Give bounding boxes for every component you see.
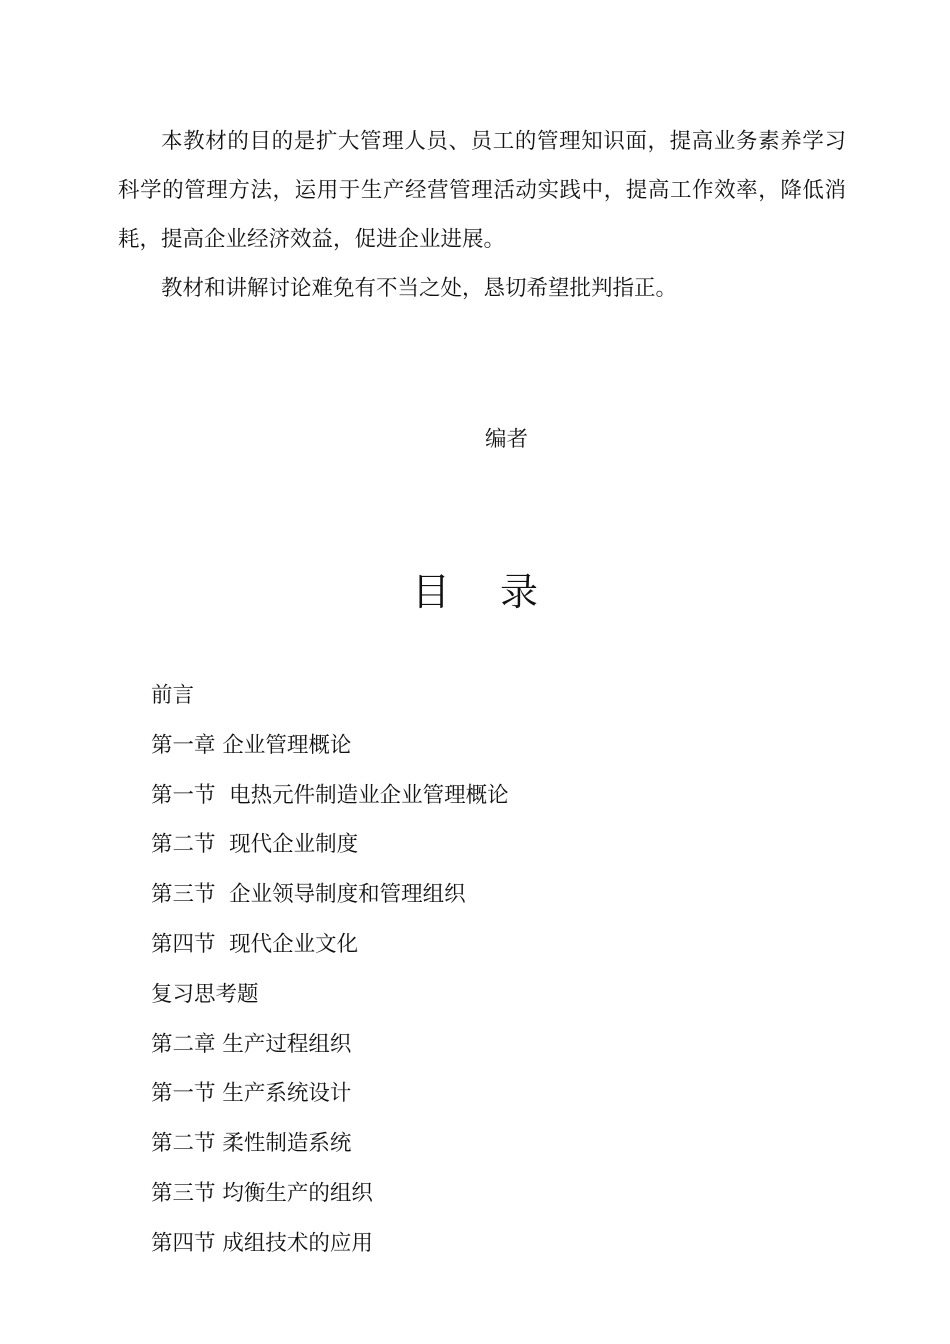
preface-section bbox=[118, 117, 846, 313]
toc-item: 第二节 现代企业制度 bbox=[151, 832, 359, 858]
preface-paragraph: 本教材的目的是扩大管理人员、员工的管理知识面，提高业务素养学习科学的管理方法，运用于生产经营管理活动实践中，提高工作效率，降低消耗，提高企业经济效益，促进企业进展。 bbox=[118, 129, 846, 252]
toc-item: 第四节 成组技术的应用 bbox=[151, 1230, 373, 1256]
toc-item: 第一节 生产系统设计 bbox=[151, 1081, 352, 1107]
toc-item: 第二节 柔性制造系统 bbox=[151, 1131, 352, 1157]
author-signature: 编者 bbox=[485, 427, 529, 452]
toc-title-char: 目 bbox=[411, 570, 450, 614]
toc-item: 第四节 现代企业文化 bbox=[151, 931, 359, 957]
toc-list bbox=[151, 671, 509, 1269]
toc-item: 第一节 电热元件制造业企业管理概论 bbox=[151, 782, 509, 808]
toc-item: 前言 bbox=[151, 683, 195, 708]
preface-paragraph: 教材和讲解讨论难免有不当之处，恳切希望批判指正。 bbox=[161, 276, 678, 301]
toc-title-char: 录 bbox=[500, 570, 539, 614]
toc-item: 复习思考题 bbox=[151, 981, 259, 1007]
toc-item: 第三节 均衡生产的组织 bbox=[151, 1180, 373, 1206]
toc-item: 第一章 企业管理概论 bbox=[151, 732, 352, 758]
toc-item: 第三节 企业领导制度和管理组织 bbox=[151, 882, 466, 908]
toc-item: 第二章 生产过程组织 bbox=[151, 1031, 352, 1057]
toc-title bbox=[0, 564, 950, 620]
